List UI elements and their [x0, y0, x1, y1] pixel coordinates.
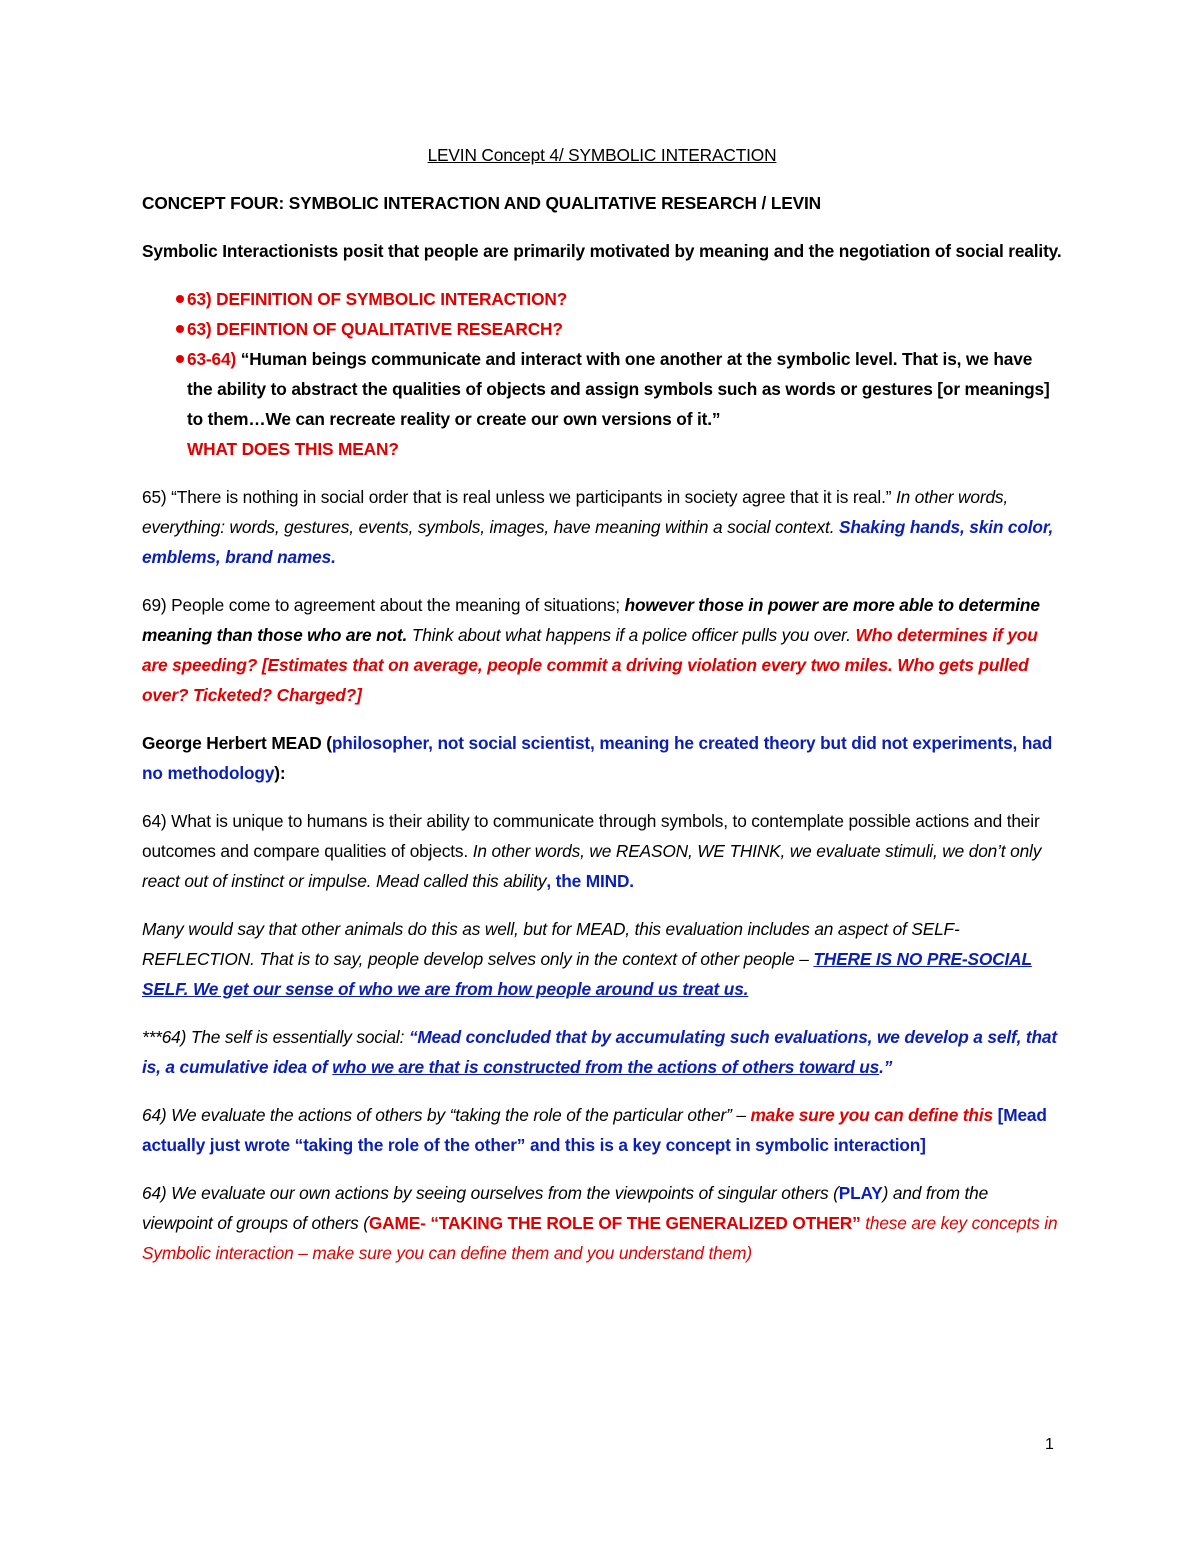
mead-heading: [142, 728, 1062, 788]
red-emphasis: make sure you can define this: [750, 1105, 993, 1125]
paragraph-text: 69) People come to agreement about the meaning of situations;: [142, 595, 625, 615]
list-item: [142, 344, 1062, 464]
blue-emphasis: Shaking hands, skin color, emblems, brand names.: [142, 517, 1054, 567]
blue-underlined: who we are that is constructed from the actions of others toward us: [332, 1057, 880, 1077]
red-emphasis: Who determines if you are speeding? [Estimates that on average, people commit a driving violation every two miles. Who gets pulled over? Ticketed? Charged?]: [142, 625, 1038, 705]
paragraph-generalized-other: [142, 1178, 1062, 1268]
paragraph-65: [142, 482, 1062, 572]
document-body: [142, 140, 1062, 1286]
question-list: [142, 284, 1062, 464]
intro-paragraph: Symbolic Interactionists posit that people are primarily motivated by meaning and the negotiation of social reality.: [142, 241, 1062, 261]
italic-text: 64) We evaluate the actions of others by “taking the role of the particular other” –: [142, 1105, 751, 1125]
quote-text: “Human beings communicate and interact with one another at the symbolic level. That is, we have the ability to abstract the qualities of objects and assign symbols such as words or gestures [or meanings] to them…We can recreate reality or create our own versions of it.”: [187, 349, 1050, 429]
bullet-icon: [176, 295, 184, 303]
paragraph-text: 64) What is unique to humans is their ability to communicate through symbols, to contemplate possible actions and their outcomes and compare qualities of objects.: [142, 811, 1040, 861]
italic-text: Many would say that other animals do this as well, but for MEAD, this evaluation includes an aspect of SELF-REFLECTION. That is to say, people develop selves only in the context of other people –: [142, 919, 960, 969]
bullet-icon: [176, 355, 184, 363]
italic-text: 64) We evaluate our own actions by seeing ourselves from the viewpoints of singular others (: [142, 1183, 839, 1203]
mead-name: George Herbert MEAD (: [142, 733, 332, 753]
mead-end: ):: [274, 763, 286, 783]
bullet-text: 63) DEFINITION OF SYMBOLIC INTERACTION?: [187, 289, 568, 309]
italic-text: ) and from the viewpoint of groups of others (: [142, 1183, 989, 1233]
paragraph-particular-other: [142, 1100, 1062, 1160]
document-title: LEVIN Concept 4/ SYMBOLIC INTERACTION: [427, 145, 777, 165]
italic-text: ***64) The self is essentially social:: [142, 1027, 409, 1047]
bullet-icon: [176, 325, 184, 333]
game-term: GAME- “TAKING THE ROLE OF THE GENERALIZED OTHER”: [368, 1213, 861, 1233]
section-heading: CONCEPT FOUR: SYMBOLIC INTERACTION AND QUALITATIVE RESEARCH / LEVIN: [142, 193, 821, 213]
blue-emphasis: “Mead concluded that by accumulating such evaluations, we develop a self, that is, a cumulative idea of: [142, 1027, 1057, 1077]
list-item: [142, 284, 1062, 314]
italic-text: In other words, we REASON, WE THINK, we evaluate stimuli, we don’t only react out of instinct or impulse. Mead called this ability: [142, 841, 1042, 891]
italic-text: In other words, everything: words, gestures, events, symbols, images, have meaning within a social context.: [142, 487, 1009, 537]
paragraph-self-reflection: [142, 914, 1062, 1004]
blue-emphasis: [Mead actually just wrote “taking the role of the other” and this is a key concept in symbolic interaction]: [142, 1105, 1047, 1155]
paragraph-self-social: [142, 1022, 1062, 1082]
play-term: PLAY: [838, 1183, 883, 1203]
bullet-text: 63) DEFINTION OF QUALITATIVE RESEARCH?: [187, 319, 563, 339]
paragraph-64-mind: [142, 806, 1062, 896]
blue-emphasis: philosopher, not social scientist, meaning he created theory but did not experiments, had no methodology: [142, 733, 1053, 783]
red-italic-text: these are key concepts in Symbolic interaction – make sure you can define them and you understand them): [142, 1213, 1058, 1263]
page-ref: 63-64): [187, 349, 237, 369]
page-number: 1: [1045, 1436, 1054, 1453]
paragraph-69: [142, 590, 1062, 710]
italic-text: Think about what happens if a police officer pulls you over.: [407, 625, 851, 645]
blue-emphasis: THERE IS NO PRE-SOCIAL SELF. We get our sense of who we are from how people around us treat us.: [142, 949, 1032, 999]
bold-italic-text: however those in power are more able to determine meaning than those who are not.: [142, 595, 1040, 645]
paragraph-text: 65) “There is nothing in social order that is real unless we participants in society agree that it is real.”: [142, 487, 896, 507]
list-item: [142, 314, 1062, 344]
blue-emphasis: , the MIND.: [546, 871, 634, 891]
question-text: WHAT DOES THIS MEAN?: [187, 439, 399, 459]
blue-emphasis-end: .”: [879, 1057, 893, 1077]
